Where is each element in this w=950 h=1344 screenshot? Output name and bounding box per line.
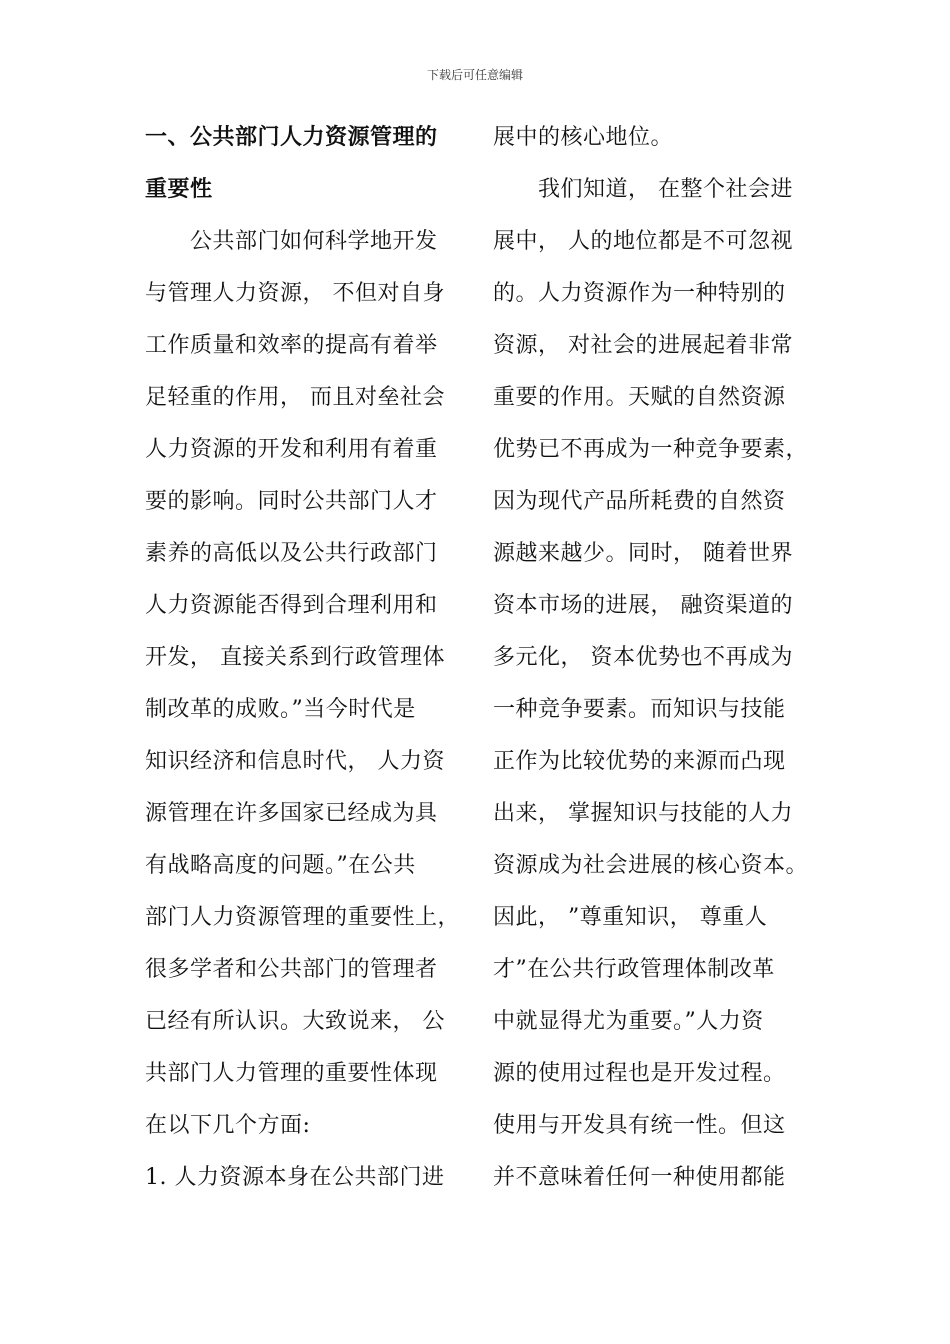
body-text-line: 源越来越少。同时， 随着世界 <box>493 541 793 566</box>
body-text-line: 在以下几个方面: <box>145 1113 311 1138</box>
body-text-line: 人力资源能否得到合理利用和 <box>145 593 438 618</box>
body-text-line: 有战略高度的问题。”在公共 <box>145 853 416 878</box>
body-text-line: 共部门人力管理的重要性体现 <box>145 1061 438 1086</box>
header-note: 下载后可任意编辑 <box>426 68 523 82</box>
body-text-line: 展中的核心地位。 <box>493 125 674 150</box>
body-text-line: 资源成为社会进展的核心资本。 <box>493 853 809 878</box>
body-text-line: 源管理在许多国家已经成为具 <box>145 801 438 826</box>
list-item-line: 1. 人力资源本身在公共部门进 <box>145 1165 445 1190</box>
body-text-line: 人力资源的开发和利用有着重 <box>145 437 438 462</box>
left-column <box>145 112 475 1204</box>
body-text-line: 展中， 人的地位都是不可忽视 <box>493 229 793 254</box>
body-text-line: 与管理人力资源， 不但对自身 <box>145 281 445 306</box>
body-text-line: 足轻重的作用， 而且对垒社会 <box>145 385 445 410</box>
section-heading-line: 一、公共部门人力资源管理的 <box>145 125 438 150</box>
body-text-line: 正作为比较优势的来源而凸现 <box>493 749 786 774</box>
body-text-line: 部门人力资源管理的重要性上， <box>145 905 461 930</box>
body-text-line: 多元化， 资本优势也不再成为 <box>493 645 793 670</box>
body-text-line: 优势已不再成为一种竞争要素， <box>493 437 809 462</box>
body-text-line: 因为现代产品所耗费的自然资 <box>493 489 786 514</box>
body-text-line: 并不意味着任何一种使用都能 <box>493 1165 786 1190</box>
body-text-line: 要的影响。同时公共部门人才 <box>145 489 438 514</box>
body-text-line: 制改革的成败。”当今时代是 <box>145 697 416 722</box>
body-text-line: 中就显得尤为重要。”人力资 <box>493 1009 764 1034</box>
body-text-line: 公共部门如何科学地开发 <box>145 229 438 254</box>
body-text-line: 使用与开发具有统一性。但这 <box>493 1113 786 1138</box>
body-text-line: 已经有所认识。大致说来， 公 <box>145 1009 445 1034</box>
body-text-line: 资本市场的进展， 融资渠道的 <box>493 593 793 618</box>
right-column <box>493 112 823 1204</box>
body-text-line: 出来， 掌握知识与技能的人力 <box>493 801 793 826</box>
body-text-line: 的。人力资源作为一种特别的 <box>493 281 786 306</box>
body-text-line: 知识经济和信息时代， 人力资 <box>145 749 445 774</box>
body-text-line: 很多学者和公共部门的管理者 <box>145 957 438 982</box>
section-heading-line: 重要性 <box>145 177 213 202</box>
body-text-line: 开发， 直接关系到行政管理体 <box>145 645 445 670</box>
body-text-line: 资源， 对社会的进展起着非常 <box>493 333 793 358</box>
body-text-line: 重要的作用。天赋的自然资源 <box>493 385 786 410</box>
body-text-line: 一种竞争要素。而知识与技能 <box>493 697 786 722</box>
body-text-line: 工作质量和效率的提高有着举 <box>145 333 438 358</box>
body-text-line: 才”在公共行政管理体制改革 <box>493 957 775 982</box>
body-text-line: 因此， ”尊重知识， 尊重人 <box>493 905 768 930</box>
body-text-line: 素养的高低以及公共行政部门 <box>145 541 438 566</box>
body-text-line: 源的使用过程也是开发过程。 <box>493 1061 786 1086</box>
body-text-line: 我们知道， 在整个社会进 <box>493 177 793 202</box>
